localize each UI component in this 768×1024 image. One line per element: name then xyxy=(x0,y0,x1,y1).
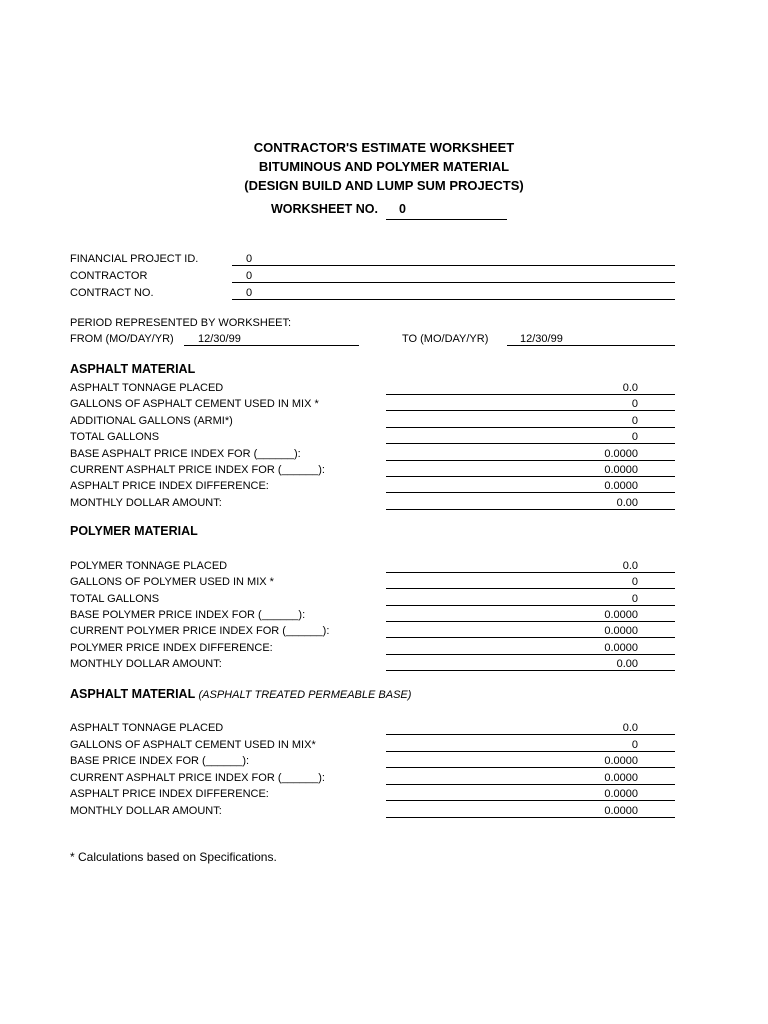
financial-project-id-label: FINANCIAL PROJECT ID. xyxy=(70,253,199,265)
row-label: MONTHLY DOLLAR AMOUNT: xyxy=(70,804,222,817)
table-row xyxy=(70,396,675,412)
worksheet-no-field[interactable]: 0 xyxy=(386,202,507,220)
table-row xyxy=(70,737,675,753)
table-row xyxy=(70,380,675,396)
atpb-section-title xyxy=(70,687,411,701)
period-to-field[interactable]: 12/30/99 xyxy=(507,332,675,346)
row-label: ASPHALT TONNAGE PLACED xyxy=(70,382,224,394)
table-row xyxy=(70,462,675,478)
row-value[interactable]: 0 xyxy=(386,396,675,411)
table-row xyxy=(70,803,675,819)
title-line-3: (DESIGN BUILD AND LUMP SUM PROJECTS) xyxy=(244,178,524,193)
table-row xyxy=(70,591,675,607)
row-label: BASE ASPHALT PRICE INDEX FOR (______): xyxy=(70,447,301,460)
row-value[interactable]: 0 xyxy=(386,591,675,606)
row-label: GALLONS OF POLYMER USED IN MIX * xyxy=(70,576,274,589)
row-value[interactable]: 0.0000 xyxy=(386,623,675,638)
row-label: MONTHLY DOLLAR AMOUNT: xyxy=(70,496,222,509)
footnote: * Calculations based on Specifications. xyxy=(70,850,277,864)
row-value[interactable]: 0.0000 xyxy=(386,803,675,818)
row-label: POLYMER TONNAGE PLACED xyxy=(70,560,228,572)
row-label: TOTAL GALLONS xyxy=(70,592,160,605)
atpb-subtitle: (ASPHALT TREATED PERMEABLE BASE) xyxy=(198,689,412,701)
table-row xyxy=(70,770,675,786)
worksheet-no-label: WORKSHEET NO. xyxy=(271,202,378,216)
table-row xyxy=(70,495,675,511)
table-row xyxy=(70,446,675,462)
row-label: TOTAL GALLONS xyxy=(70,431,160,444)
row-value[interactable]: 0.0000 xyxy=(386,786,675,801)
title-line-2: BITUMINOUS AND POLYMER MATERIAL xyxy=(258,159,510,174)
table-row xyxy=(70,574,675,590)
contract-no-field[interactable]: 0 xyxy=(232,286,675,300)
row-label: GALLONS OF ASPHALT CEMENT USED IN MIX * xyxy=(70,398,319,411)
row-label: MONTHLY DOLLAR AMOUNT: xyxy=(70,657,222,670)
period-label: PERIOD REPRESENTED BY WORKSHEET: xyxy=(70,317,292,329)
table-row xyxy=(70,640,675,656)
polymer-section-title: POLYMER MATERIAL xyxy=(70,524,198,538)
row-label: POLYMER PRICE INDEX DIFFERENCE: xyxy=(70,641,273,654)
row-label: ASPHALT TONNAGE PLACED xyxy=(70,722,224,734)
period-to-label: TO (MO/DAY/YR) xyxy=(402,333,489,345)
row-value[interactable]: 0.0 xyxy=(386,380,675,395)
row-label: ADDITIONAL GALLONS (ARMI*) xyxy=(70,414,233,427)
row-value[interactable]: 0 xyxy=(386,574,675,589)
period-from-label: FROM (MO/DAY/YR) xyxy=(70,333,174,345)
row-value[interactable]: 0.0000 xyxy=(386,770,675,785)
period-from-field[interactable]: 12/30/99 xyxy=(184,332,359,346)
table-row xyxy=(70,656,675,672)
row-value[interactable]: 0 xyxy=(386,429,675,444)
contractor-label: CONTRACTOR xyxy=(70,270,148,282)
table-row xyxy=(70,753,675,769)
table-row xyxy=(70,720,675,736)
row-value[interactable]: 0.0000 xyxy=(386,478,675,493)
row-value[interactable]: 0 xyxy=(386,737,675,752)
row-label: GALLONS OF ASPHALT CEMENT USED IN MIX* xyxy=(70,738,316,751)
atpb-title-text: ASPHALT MATERIAL xyxy=(70,687,195,701)
table-row xyxy=(70,413,675,429)
row-value[interactable]: 0 xyxy=(386,413,675,428)
table-row xyxy=(70,429,675,445)
row-value[interactable]: 0.0 xyxy=(386,558,675,573)
row-value[interactable]: 0.0 xyxy=(386,720,675,735)
row-label: CURRENT ASPHALT PRICE INDEX FOR (______): xyxy=(70,464,325,476)
table-row xyxy=(70,558,675,574)
row-value[interactable]: 0.0000 xyxy=(386,446,675,461)
table-row xyxy=(70,623,675,639)
row-value[interactable]: 0.00 xyxy=(386,495,675,510)
table-row xyxy=(70,786,675,802)
row-value[interactable]: 0.0000 xyxy=(386,753,675,768)
row-value[interactable]: 0.0000 xyxy=(386,462,675,477)
contractor-field[interactable]: 0 xyxy=(232,269,675,283)
table-row xyxy=(70,478,675,494)
row-label: CURRENT ASPHALT PRICE INDEX FOR (______): xyxy=(70,771,325,784)
contract-no-label: CONTRACT NO. xyxy=(70,287,154,299)
title-line-1: CONTRACTOR'S ESTIMATE WORKSHEET xyxy=(253,140,515,155)
asphalt-section-title: ASPHALT MATERIAL xyxy=(70,362,196,376)
row-value[interactable]: 0.0000 xyxy=(386,640,675,655)
row-value[interactable]: 0.0000 xyxy=(386,607,675,622)
document-title xyxy=(0,138,768,195)
table-row xyxy=(70,607,675,623)
row-value[interactable]: 0.00 xyxy=(386,656,675,671)
row-label: BASE POLYMER PRICE INDEX FOR (______): xyxy=(70,608,306,621)
row-label: ASPHALT PRICE INDEX DIFFERENCE: xyxy=(70,480,269,493)
row-label: ASPHALT PRICE INDEX DIFFERENCE: xyxy=(70,788,269,800)
row-label: BASE PRICE INDEX FOR (______): xyxy=(70,755,250,767)
row-label: CURRENT POLYMER PRICE INDEX FOR (______): xyxy=(70,625,330,638)
financial-project-id-field[interactable]: 0 xyxy=(232,252,675,266)
